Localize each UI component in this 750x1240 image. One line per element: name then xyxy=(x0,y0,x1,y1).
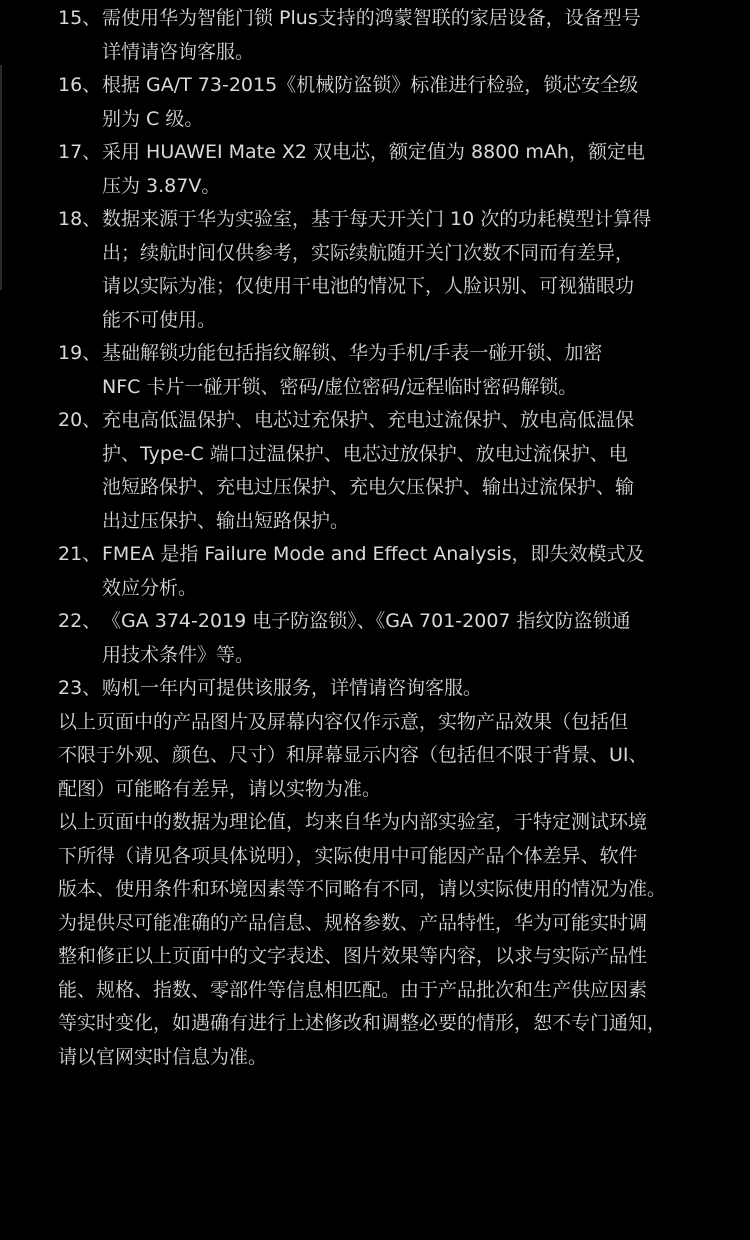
footnote-text-line: 充电高低温保护、电芯过充保护、充电过流保护、放电高低温保 xyxy=(102,409,635,431)
disclaimer-paragraphs xyxy=(58,706,738,1075)
footnote-item xyxy=(58,69,738,136)
footnote-item xyxy=(58,404,738,538)
footnote-item xyxy=(58,2,738,69)
footnote-text-line: 基础解锁功能包括指纹解锁、华为手机/手表一碰开锁、加密 xyxy=(102,342,603,364)
disclaimer-text-line: 配图）可能略有差异，请以实物为准。 xyxy=(58,777,382,800)
disclaimer-text-line: 以上页面中的数据为理论值，均来自华为内部实验室，于特定测试环境 xyxy=(58,811,648,833)
disclaimer-text-line: 以上页面中的产品图片及屏幕内容仅作示意，实物产品效果（包括但 xyxy=(58,710,629,733)
footnote-number: 20、 xyxy=(58,409,102,431)
footnote-number: 16、 xyxy=(58,74,102,96)
disclaimer-text-line: 不限于外观、颜色、尺寸）和屏幕显示内容（包括但不限于背景、UI、 xyxy=(58,744,648,766)
disclaimer-text-line: 整和修正以上页面中的文字表述、图片效果等内容，以求与实际产品性 xyxy=(58,945,648,967)
scroll-edge-indicator xyxy=(0,65,2,290)
footnote-text-line: 根据 GA/T 73-2015《机械防盗锁》标准进行检验，锁芯安全级 xyxy=(102,74,639,96)
footnote-text-line: 用技术条件》等。 xyxy=(102,643,255,666)
footnote-item xyxy=(58,203,738,337)
footnote-text-line: FMEA 是指 Failure Mode and Effect Analysis，即失效模式及 xyxy=(102,543,645,565)
footnote-number: 17、 xyxy=(58,141,102,163)
footnote-text-line: 需使用华为智能门锁 Plus支持的鸿蒙智联的家居设备，设备型号 xyxy=(102,7,641,29)
footnote-number: 22、 xyxy=(58,610,102,632)
footnote-text-line: 压为 3.87V。 xyxy=(102,174,221,197)
footnote-number: 15、 xyxy=(58,7,102,29)
footnote-text-line: 采用 HUAWEI Mate X2 双电芯，额定值为 8800 mAh，额定电 xyxy=(102,141,645,163)
footnote-text-line: 请以实际为准；仅使用干电池的情况下，人脸识别、可视猫眼功 xyxy=(102,275,635,297)
footnote-text-line: 别为 C 级。 xyxy=(102,107,204,130)
footnote-item xyxy=(58,605,738,672)
disclaimer-text-line: 版本、使用条件和环境因素等不同略有不同，请以实际使用的情况为准。 xyxy=(58,878,667,900)
disclaimer-paragraph xyxy=(58,706,738,807)
footnote-item xyxy=(58,672,738,706)
footnote-text-line: NFC 卡片一碰开锁、密码/虚位密码/远程临时密码解锁。 xyxy=(102,375,578,398)
disclaimer-text-line: 能、规格、指数、零部件等信息相匹配。由于产品批次和生产供应因素 xyxy=(58,978,648,1001)
disclaimer-text-line: 为提供尽可能准确的产品信息、规格参数、产品特性，华为可能实时调 xyxy=(58,911,648,934)
footnote-text-line: 出过压保护、输出短路保护。 xyxy=(102,509,350,532)
footnote-number: 21、 xyxy=(58,543,102,565)
footnote-text-line: 出；续航时间仅供参考，实际续航随开关门次数不同而有差异， xyxy=(102,241,635,264)
footnote-item xyxy=(58,337,738,404)
footnote-text-line: 效应分析。 xyxy=(102,576,198,599)
footnote-text-line: 详情请咨询客服。 xyxy=(102,40,255,63)
footnote-text-line: 能不可使用。 xyxy=(102,308,217,331)
disclaimer-text-line: 等实时变化，如遇确有进行上述修改和调整必要的情形，恕不专门通知， xyxy=(58,1012,667,1034)
footnote-number: 18、 xyxy=(58,208,102,230)
footnote-text-line: 《GA 374-2019 电子防盗锁》、《GA 701-2007 指纹防盗锁通 xyxy=(102,610,631,632)
footnote-item xyxy=(58,538,738,605)
footnote-text-line: 池短路保护、充电过压保护、充电欠压保护、输出过流保护、输 xyxy=(102,476,635,498)
footnote-item xyxy=(58,136,738,203)
footnote-text-line: 数据来源于华为实验室，基于每天开关门 10 次的功耗模型计算得 xyxy=(102,208,652,230)
disclaimer-text-line: 请以官网实时信息为准。 xyxy=(58,1045,268,1068)
footnote-text-line: 护、Type-C 端口过温保护、电芯过放保护、放电过流保护、电 xyxy=(102,442,628,465)
disclaimer-text-line: 下所得（请见各项具体说明），实际使用中可能因产品个体差异、软件 xyxy=(58,844,638,867)
footnote-number: 19、 xyxy=(58,342,102,364)
footnote-number: 23、 xyxy=(58,677,102,699)
numbered-notes-list xyxy=(58,2,738,706)
footnote-text-line: 购机一年内可提供该服务，详情请咨询客服。 xyxy=(102,677,483,699)
disclaimer-paragraph xyxy=(58,806,738,1074)
footnotes-content xyxy=(58,2,738,1074)
